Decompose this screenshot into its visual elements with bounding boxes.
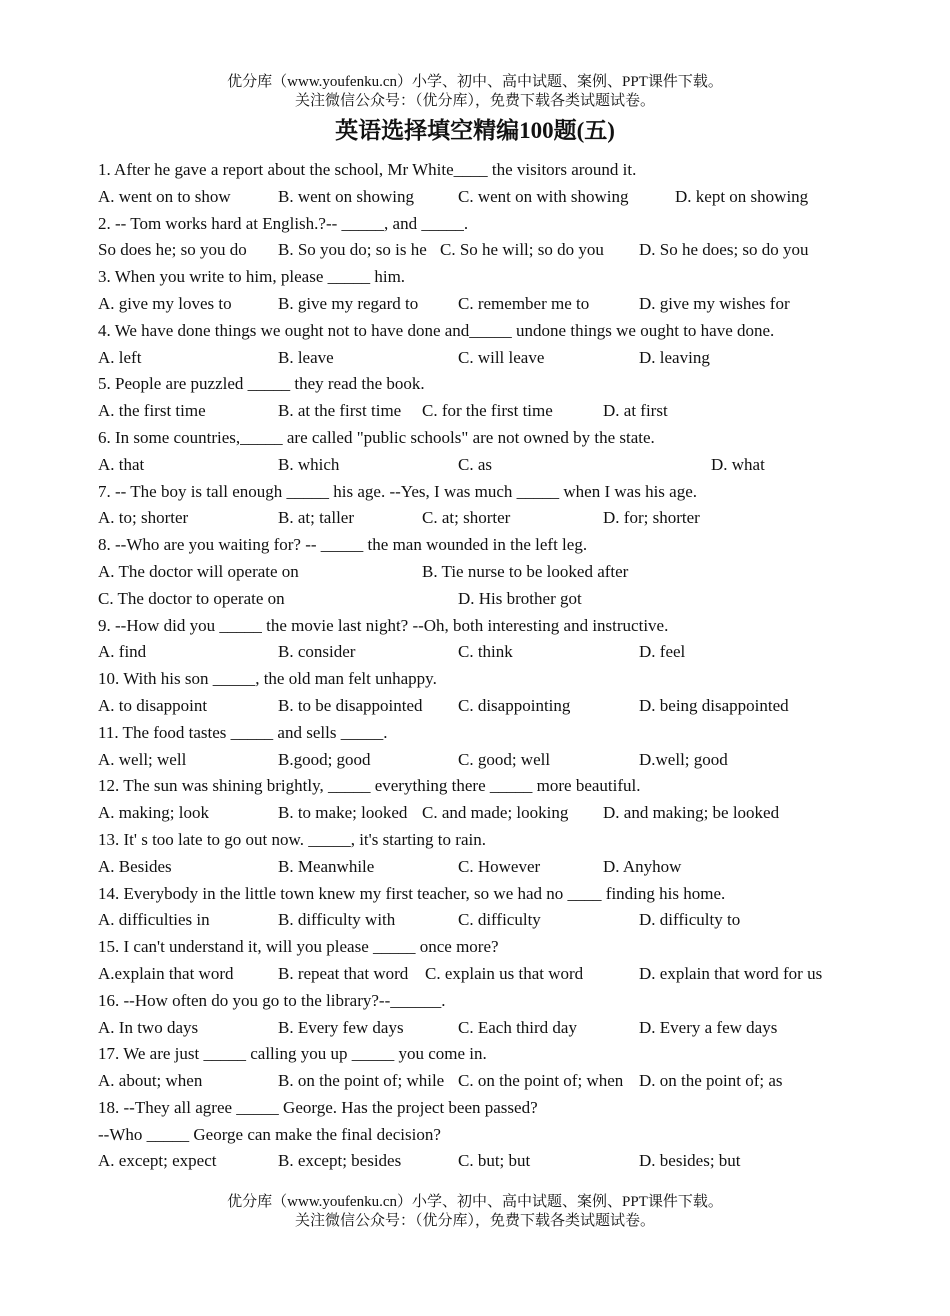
question-text: 17. We are just _____ calling you up _____ you come in. bbox=[98, 1044, 487, 1064]
option-b: B. give my regard to bbox=[278, 293, 419, 313]
question-options bbox=[98, 505, 898, 532]
option-c: C. So he will; so do you bbox=[440, 240, 604, 260]
question-stem bbox=[98, 827, 898, 854]
option-a: A. went on to show bbox=[98, 186, 231, 206]
option-c: C. at; shorter bbox=[422, 508, 511, 528]
option-d: D. Anyhow bbox=[603, 856, 682, 876]
option-a: A. about; when bbox=[98, 1071, 203, 1091]
question-text: 12. The sun was shining brightly, _____ everything there _____ more beautiful. bbox=[98, 776, 641, 796]
option-b: B. except; besides bbox=[278, 1151, 402, 1171]
question-stem bbox=[98, 613, 898, 640]
question-options bbox=[98, 693, 898, 720]
option-b: B. repeat that word bbox=[278, 963, 409, 983]
option-d: D. what bbox=[711, 454, 765, 474]
option-c: C. for the first time bbox=[422, 401, 553, 421]
option-c: C. The doctor to operate on bbox=[98, 588, 285, 608]
option-b: B. which bbox=[278, 454, 340, 474]
question-text: 2. -- Tom works hard at English.?-- _____, and _____. bbox=[98, 213, 469, 233]
option-b: B. Tie nurse to be looked after bbox=[422, 561, 629, 581]
option-a: A. difficulties in bbox=[98, 910, 210, 930]
option-a: A. except; expect bbox=[98, 1151, 217, 1171]
option-b: B. at the first time bbox=[278, 401, 402, 421]
option-d: D. difficulty to bbox=[639, 910, 741, 930]
option-c: C. think bbox=[458, 642, 513, 662]
question-options bbox=[98, 907, 898, 934]
question-stem bbox=[98, 532, 898, 559]
option-a: So does he; so you do bbox=[98, 240, 247, 260]
question-options bbox=[98, 345, 898, 372]
option-b: B. on the point of; while bbox=[278, 1071, 445, 1091]
option-d: D. besides; but bbox=[639, 1151, 741, 1171]
option-c: C. went on with showing bbox=[458, 186, 629, 206]
question-options bbox=[98, 291, 898, 318]
option-c: C. and made; looking bbox=[422, 803, 569, 823]
option-a: A. well; well bbox=[98, 749, 187, 769]
question-stem bbox=[98, 666, 898, 693]
option-d: D. on the point of; as bbox=[639, 1071, 783, 1091]
header-line-1: 优分库（www.youfenku.cn）小学、初中、高中试题、案例、PPT课件下载。 bbox=[227, 74, 723, 90]
option-a: A. that bbox=[98, 454, 145, 474]
option-a: A. making; look bbox=[98, 803, 209, 823]
option-c: C. remember me to bbox=[458, 293, 590, 313]
option-a: A. to; shorter bbox=[98, 508, 189, 528]
option-b: B. at; taller bbox=[278, 508, 355, 528]
question-text: 15. I can't understand it, will you please _____ once more? bbox=[98, 937, 499, 957]
option-d: D. at first bbox=[603, 401, 668, 421]
question-text: 16. --How often do you go to the library?--______. bbox=[98, 990, 446, 1010]
question-options bbox=[98, 747, 898, 774]
option-b: B. to be disappointed bbox=[278, 695, 423, 715]
header-line-2: 关注微信公众号：（优分库），免费下载各类试题试卷。 bbox=[294, 93, 655, 109]
question-stem bbox=[98, 479, 898, 506]
option-a: A. the first time bbox=[98, 401, 206, 421]
option-a: A. give my loves to bbox=[98, 293, 232, 313]
question-text: 8. --Who are you waiting for? -- _____ the man wounded in the left leg. bbox=[98, 535, 588, 555]
option-c: C. However bbox=[458, 856, 541, 876]
option-a: A. Besides bbox=[98, 856, 172, 876]
question-text: 5. People are puzzled _____ they read the book. bbox=[98, 374, 425, 394]
option-c: C. good; well bbox=[458, 749, 551, 769]
question-text: 11. The food tastes _____ and sells _____. bbox=[98, 722, 388, 742]
question-options bbox=[98, 184, 898, 211]
option-b: B. Meanwhile bbox=[278, 856, 375, 876]
question-list bbox=[98, 157, 898, 1175]
question-options bbox=[98, 961, 898, 988]
option-b: B. consider bbox=[278, 642, 356, 662]
question-options bbox=[98, 1015, 898, 1042]
option-c: C. but; but bbox=[458, 1151, 531, 1171]
option-d: D. being disappointed bbox=[639, 695, 789, 715]
question-text: 3. When you write to him, please _____ him. bbox=[98, 267, 406, 287]
question-options bbox=[98, 559, 898, 586]
question-stem bbox=[98, 988, 898, 1015]
option-d: D. His brother got bbox=[458, 588, 582, 608]
question-stem bbox=[98, 371, 898, 398]
question-stem bbox=[98, 425, 898, 452]
option-c: C. explain us that word bbox=[425, 963, 584, 983]
option-c: C. disappointing bbox=[458, 695, 571, 715]
question-stem bbox=[98, 934, 898, 961]
option-b: B.good; good bbox=[278, 749, 371, 769]
question-text: 7. -- The boy is tall enough _____ his age. --Yes, I was much _____ when I was his age. bbox=[98, 481, 698, 501]
option-d: D.well; good bbox=[639, 749, 728, 769]
question-text: 14. Everybody in the little town knew my first teacher, so we had no ____ finding his home. bbox=[98, 883, 726, 903]
question-text: 18. --They all agree _____ George. Has the project been passed? bbox=[98, 1097, 538, 1117]
option-d: D. explain that word for us bbox=[639, 963, 823, 983]
option-c: C. will leave bbox=[458, 347, 545, 367]
question-options bbox=[98, 1148, 898, 1175]
option-a: A. left bbox=[98, 347, 142, 367]
question-text: 9. --How did you _____ the movie last night? --Oh, both interesting and instructive. bbox=[98, 615, 669, 635]
option-a: A. find bbox=[98, 642, 147, 662]
footer-line-2: 关注微信公众号：（优分库），免费下载各类试题试卷。 bbox=[294, 1213, 655, 1229]
question-options bbox=[98, 586, 898, 613]
option-a: A. to disappoint bbox=[98, 695, 208, 715]
page-footer bbox=[0, 1193, 950, 1231]
question-stem bbox=[98, 773, 898, 800]
option-a: A. In two days bbox=[98, 1017, 199, 1037]
option-a: A.explain that word bbox=[98, 963, 234, 983]
question-text: --Who _____ George can make the final decision? bbox=[98, 1124, 441, 1144]
option-d: D. for; shorter bbox=[603, 508, 700, 528]
option-b: B. difficulty with bbox=[278, 910, 396, 930]
question-text: 10. With his son _____, the old man felt unhappy. bbox=[98, 669, 437, 689]
question-stem bbox=[98, 318, 898, 345]
option-c: C. on the point of; when bbox=[458, 1071, 624, 1091]
question-stem bbox=[98, 1095, 898, 1122]
question-options bbox=[98, 398, 898, 425]
option-b: B. leave bbox=[278, 347, 334, 367]
option-d: D. So he does; so do you bbox=[639, 240, 809, 260]
option-d: D. leaving bbox=[639, 347, 710, 367]
question-stem bbox=[98, 881, 898, 908]
question-text: 4. We have done things we ought not to have done and_____ undone things we ought to have done. bbox=[98, 320, 775, 340]
option-b: B. Every few days bbox=[278, 1017, 404, 1037]
question-options bbox=[98, 854, 898, 881]
question-options bbox=[98, 237, 898, 264]
footer-line-1: 优分库（www.youfenku.cn）小学、初中、高中试题、案例、PPT课件下载。 bbox=[227, 1194, 723, 1210]
option-d: D. give my wishes for bbox=[639, 293, 790, 313]
option-d: D. kept on showing bbox=[675, 186, 809, 206]
option-b: B. went on showing bbox=[278, 186, 414, 206]
option-b: B. So you do; so is he bbox=[278, 240, 427, 260]
option-a: A. The doctor will operate on bbox=[98, 561, 299, 581]
question-stem bbox=[98, 211, 898, 238]
question-options bbox=[98, 452, 898, 479]
question-stem bbox=[98, 1041, 898, 1068]
page-header bbox=[0, 73, 950, 111]
option-d: D. feel bbox=[639, 642, 686, 662]
option-d: D. Every a few days bbox=[639, 1017, 778, 1037]
option-b: B. to make; looked bbox=[278, 803, 408, 823]
option-c: C. difficulty bbox=[458, 910, 541, 930]
option-d: D. and making; be looked bbox=[603, 803, 780, 823]
question-stem bbox=[98, 720, 898, 747]
option-c: C. Each third day bbox=[458, 1017, 577, 1037]
question-text: 13. It' s too late to go out now. _____, it's starting to rain. bbox=[98, 829, 486, 849]
question-text: 1. After he gave a report about the school, Mr White____ the visitors around it. bbox=[98, 160, 637, 179]
question-options bbox=[98, 639, 898, 666]
question-text: 6. In some countries,_____ are called "public schools" are not owned by the state. bbox=[98, 427, 655, 447]
page-title: 英语选择填空精编100题(五) bbox=[335, 118, 615, 143]
question-options bbox=[98, 1068, 898, 1095]
question-stem bbox=[98, 1122, 898, 1149]
question-stem bbox=[98, 157, 898, 184]
option-c: C. as bbox=[458, 454, 492, 474]
question-options bbox=[98, 800, 898, 827]
question-stem bbox=[98, 264, 898, 291]
